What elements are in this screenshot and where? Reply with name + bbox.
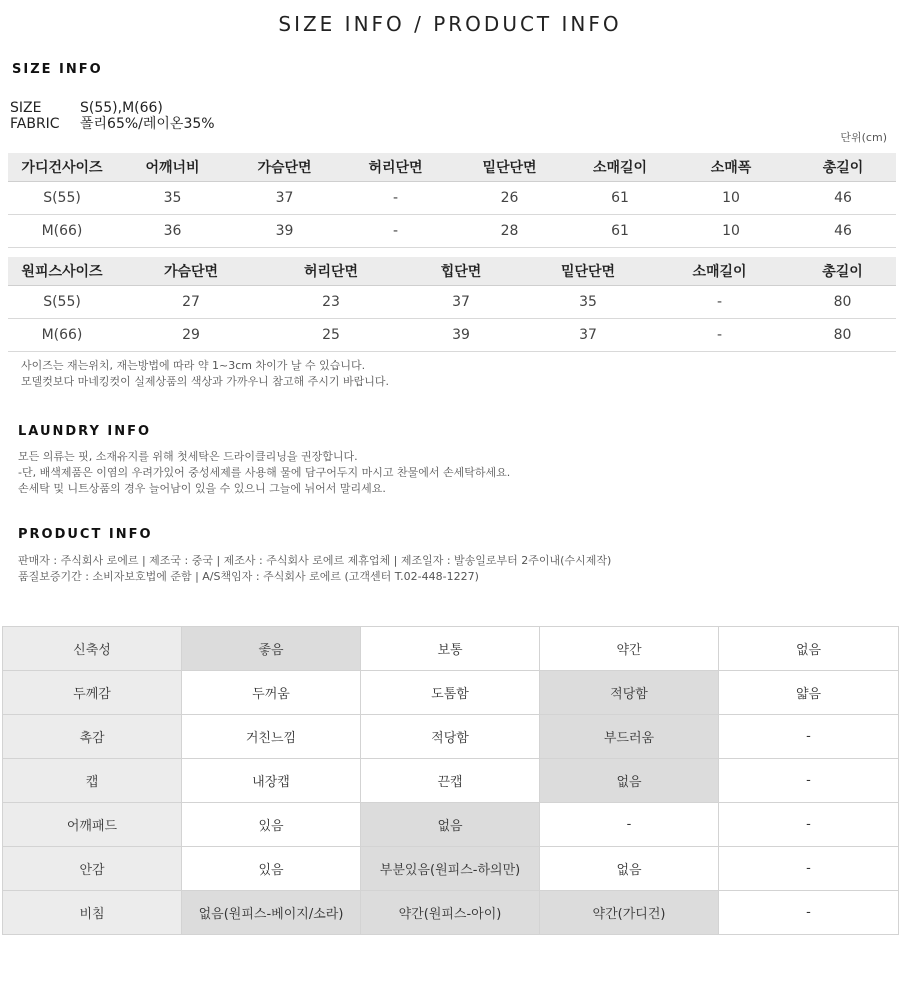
product-line: 품질보증기간 : 소비자보호법에 준함 | A/S책임자 : 주식회사 로에르 (고객센터 T.02-448-1227) [18,570,479,583]
attribute-option-selected: 적당함 [540,671,719,715]
cardigan-header-cell: 밑단단면 [451,153,568,182]
page-title: SIZE INFO / PRODUCT INFO [278,12,622,36]
attribute-option: 두꺼움 [182,671,361,715]
product-line: 판매자 : 주식회사 로에르 | 제조국 : 중국 | 제조사 : 주식회사 로에르 제휴업체 | 제조일자 : 발송일로부터 2주이내(수시제작) [18,554,612,567]
attribute-row [3,759,899,803]
attribute-option: - [719,715,899,759]
cardigan-header-cell: 허리단면 [340,153,451,182]
attribute-option: 없음 [719,627,899,671]
cardigan-header-cell: 소매폭 [672,153,790,182]
attribute-row [3,891,899,935]
dress-cell: 29 [116,319,266,352]
attribute-label: 어깨패드 [3,803,182,847]
dress-cell: 39 [396,319,526,352]
dress-cell: - [650,319,789,352]
attribute-row [3,803,899,847]
dress-cell: 37 [396,286,526,319]
product-notes [18,553,611,585]
attribute-option: 도톰함 [361,671,540,715]
dress-cell: 37 [526,319,650,352]
dress-header-cell: 가슴단면 [116,257,266,286]
attribute-option: 보통 [361,627,540,671]
cardigan-cell: 39 [229,215,340,248]
table-row [8,182,896,215]
attribute-option: 없음 [540,847,719,891]
attribute-row [3,627,899,671]
cardigan-header-cell: 가디건사이즈 [8,153,116,182]
size-value: S(55),M(66) [80,100,163,116]
dress-cell: 23 [266,286,396,319]
attribute-option-selected: 부드러움 [540,715,719,759]
dress-header-cell: 힙단면 [396,257,526,286]
cardigan-cell: 28 [451,215,568,248]
fabric-label: FABRIC [10,116,60,132]
dress-cell: 25 [266,319,396,352]
attribute-label: 두께감 [3,671,182,715]
fabric-value: 폴리65%/레이온35% [80,116,215,132]
dress-cell: S(55) [8,286,116,319]
attribute-option-selected: 약간(가디건) [540,891,719,935]
attribute-option: 적당함 [361,715,540,759]
fabric-spec [10,116,215,132]
attribute-row [3,671,899,715]
attribute-option: - [719,891,899,935]
dress-header-cell: 소매길이 [650,257,789,286]
attribute-row [3,715,899,759]
dress-cell: 80 [789,319,896,352]
dress-size-table [8,257,896,352]
laundry-line: 모든 의류는 핏, 소재유지를 위해 첫세탁은 드라이클리닝을 권장합니다. [18,450,358,463]
cardigan-cell: - [340,182,451,215]
cardigan-cell: 46 [790,182,896,215]
unit-label: 단위(cm) [840,131,887,144]
laundry-line: 손세탁 및 니트상품의 경우 늘어남이 있을 수 있으니 그늘에 뉘어서 말리세요. [18,482,386,495]
cardigan-header-cell: 총길이 [790,153,896,182]
attribute-option: 끈캡 [361,759,540,803]
size-notes [21,358,389,390]
cardigan-cell: 61 [568,215,672,248]
attribute-row [3,847,899,891]
attribute-option: 내장캡 [182,759,361,803]
size-label: SIZE [10,100,42,116]
dress-cell: 27 [116,286,266,319]
product-info-heading: PRODUCT INFO [18,527,153,542]
attribute-option: - [540,803,719,847]
dress-header-cell: 허리단면 [266,257,396,286]
cardigan-cell: 26 [451,182,568,215]
attribute-option-selected: 약간(원피스-아이) [361,891,540,935]
size-note-line: 모델컷보다 마네킹컷이 실제상품의 색상과 가까우니 참고해 주시기 바랍니다. [21,375,390,388]
attribute-label: 신축성 [3,627,182,671]
cardigan-cell: 10 [672,182,790,215]
attribute-option-selected: 없음 [361,803,540,847]
cardigan-cell: - [340,215,451,248]
cardigan-cell: 46 [790,215,896,248]
cardigan-cell: 10 [672,215,790,248]
attribute-option-selected: 좋음 [182,627,361,671]
attribute-option: - [719,847,899,891]
attribute-label: 캡 [3,759,182,803]
attribute-option: 얇음 [719,671,899,715]
dress-header-cell: 원피스사이즈 [8,257,116,286]
laundry-line: -단, 배색제품은 이염의 우려가있어 중성세제를 사용해 물에 담구어두지 마시고 찬물에서 손세탁하세요. [18,466,511,479]
attribute-option: - [719,759,899,803]
attribute-option-selected: 없음 [540,759,719,803]
cardigan-cell: M(66) [8,215,116,248]
attribute-option-selected: 없음(원피스-베이지/소라) [182,891,361,935]
attribute-label: 촉감 [3,715,182,759]
attribute-label: 안감 [3,847,182,891]
table-row [8,286,896,319]
dress-header-cell: 총길이 [789,257,896,286]
attribute-option: 있음 [182,847,361,891]
attribute-option: 있음 [182,803,361,847]
cardigan-header-cell: 가슴단면 [229,153,340,182]
attribute-option-selected: 부분있음(원피스-하의만) [361,847,540,891]
size-spec [10,100,163,116]
attribute-option: 약간 [540,627,719,671]
cardigan-cell: 61 [568,182,672,215]
cardigan-cell: 37 [229,182,340,215]
cardigan-header-cell: 어깨너비 [116,153,229,182]
table-row [8,215,896,248]
cardigan-size-table [8,153,896,248]
cardigan-cell: 36 [116,215,229,248]
cardigan-cell: S(55) [8,182,116,215]
cardigan-header-cell: 소매길이 [568,153,672,182]
table-row [8,319,896,352]
laundry-notes [18,449,510,497]
dress-cell: 80 [789,286,896,319]
dress-cell: M(66) [8,319,116,352]
attribute-option: 거친느낌 [182,715,361,759]
attribute-label: 비침 [3,891,182,935]
dress-header-cell: 밑단단면 [526,257,650,286]
cardigan-cell: 35 [116,182,229,215]
size-note-line: 사이즈는 재는위치, 재는방법에 따라 약 1~3cm 차이가 날 수 있습니다. [21,359,366,372]
size-info-heading: SIZE INFO [12,62,103,77]
fabric-attributes-table [2,626,899,935]
dress-cell: 35 [526,286,650,319]
laundry-info-heading: LAUNDRY INFO [18,424,152,439]
dress-cell: - [650,286,789,319]
attribute-option: - [719,803,899,847]
